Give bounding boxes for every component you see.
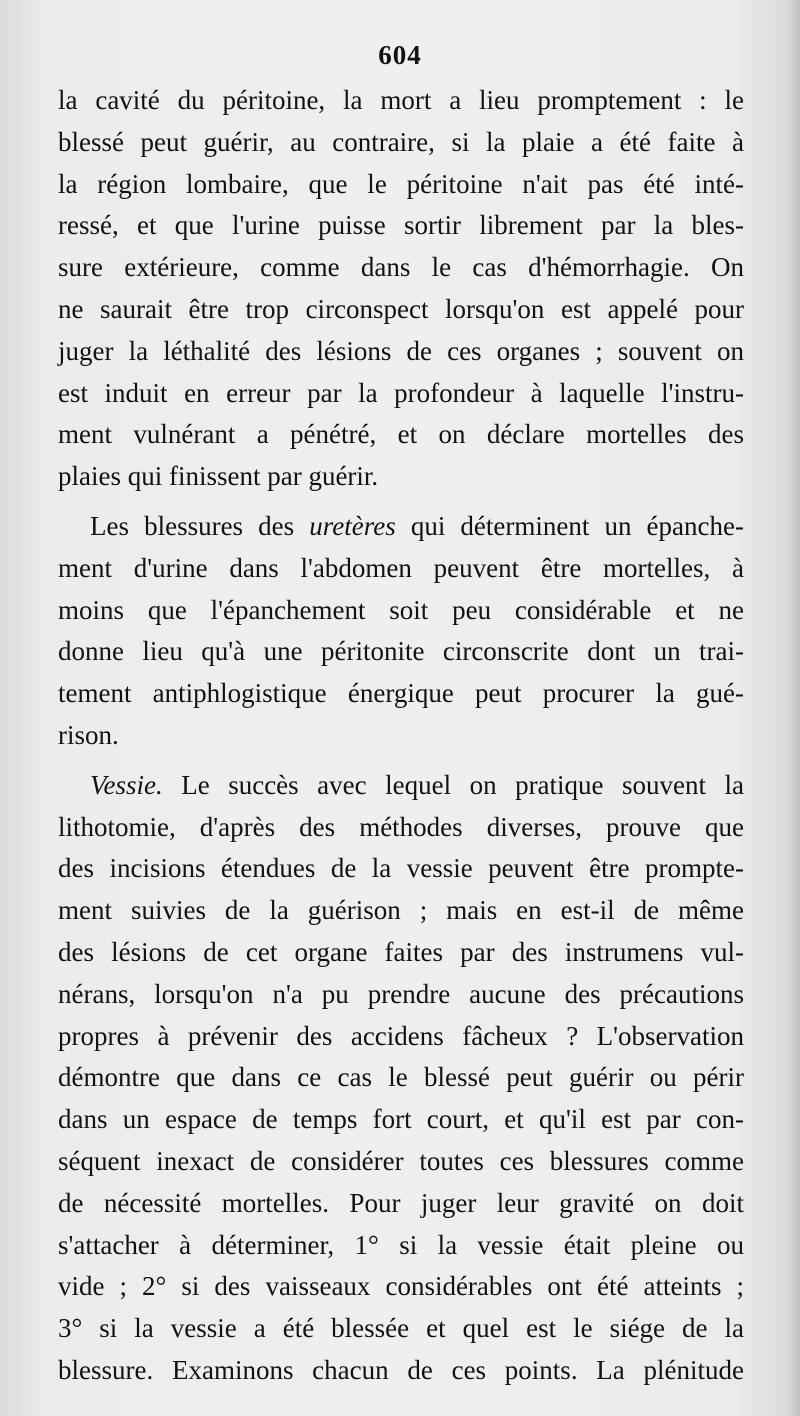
text-line: des lésions de cet organe faites par des instrumens vul- — [58, 936, 744, 967]
text-line: ressé, et que l'urine puisse sortir librement par la bles- — [58, 210, 744, 241]
text-line: dans un espace de temps fort court, et qu'il est par con- — [58, 1104, 744, 1135]
text-line: rison. — [58, 719, 119, 750]
page-edge-shadow — [786, 0, 800, 1416]
text-line: séquent inexact de considérer toutes ces blessures comme — [58, 1145, 744, 1176]
text-line: ment vulnérant a pénétré, et on déclare mortelles des — [58, 419, 744, 450]
text-line: propres à prévenir des accidens fâcheux ? L'observation — [58, 1020, 744, 1051]
text-line: blessé peut guérir, au contraire, si la plaie a été faite à — [58, 126, 744, 157]
text-line: blessure. Examinons chacun de ces points. La plénitude — [58, 1354, 744, 1385]
text-line: plaies qui finissent par guérir. — [58, 461, 379, 492]
text-line: ment suivies de la guérison ; mais en est-il de même — [58, 895, 744, 926]
text-line: lithotomie, d'après des méthodes diverses, prouve que — [58, 811, 744, 842]
text-line: moins que l'épanchement soit peu considérable et ne — [58, 594, 744, 625]
text-line: la cavité du péritoine, la mort a lieu promptement : le — [58, 85, 744, 115]
text-line: ment d'urine dans l'abdomen peuvent être mortelles, à — [58, 552, 744, 583]
paragraph — [58, 506, 744, 757]
italic-term: Vessie. — [90, 769, 163, 800]
body-text — [58, 80, 744, 1392]
text-line: Vessie. Le succès avec lequel on pratique souvent la — [90, 769, 744, 800]
text-line: sure extérieure, comme dans le cas d'hémorrhagie. On — [58, 252, 744, 283]
text-line: de nécessité mortelles. Pour juger leur gravité on doit — [58, 1187, 744, 1218]
text-line: est induit en erreur par la profondeur à laquelle l'instru- — [58, 377, 744, 408]
text-line: vide ; 2° si des vaisseaux considérables ont été atteints ; — [58, 1271, 744, 1302]
text-line: nérans, lorsqu'on n'a pu prendre aucune des précautions — [58, 978, 744, 1009]
text-line: donne lieu qu'à une péritonite circonscrite dont un trai- — [58, 636, 744, 667]
text-line: 3° si la vessie a été blessée et quel est le siége de la — [58, 1313, 744, 1344]
paragraph — [58, 80, 744, 498]
text-line: tement antiphlogistique énergique peut procurer la gué- — [58, 678, 744, 709]
text-line: la région lombaire, que le péritoine n'ait pas été inté- — [58, 168, 744, 199]
italic-term: uretères — [309, 510, 396, 541]
page-number: 604 — [378, 40, 422, 70]
text-line: démontre que dans ce cas le blessé peut guérir ou périr — [58, 1062, 744, 1093]
text-line: Les blessures des uretères qui déterminent un épanche- — [90, 510, 744, 541]
text-line: juger la léthalité des lésions de ces organes ; souvent on — [58, 335, 744, 366]
text-line: s'attacher à déterminer, 1° si la vessie était pleine ou — [58, 1229, 744, 1260]
paragraph — [58, 765, 744, 1392]
text-line: des incisions étendues de la vessie peuvent être prompte- — [58, 853, 744, 884]
text-line: ne saurait être trop circonspect lorsqu'on est appelé pour — [58, 293, 744, 324]
